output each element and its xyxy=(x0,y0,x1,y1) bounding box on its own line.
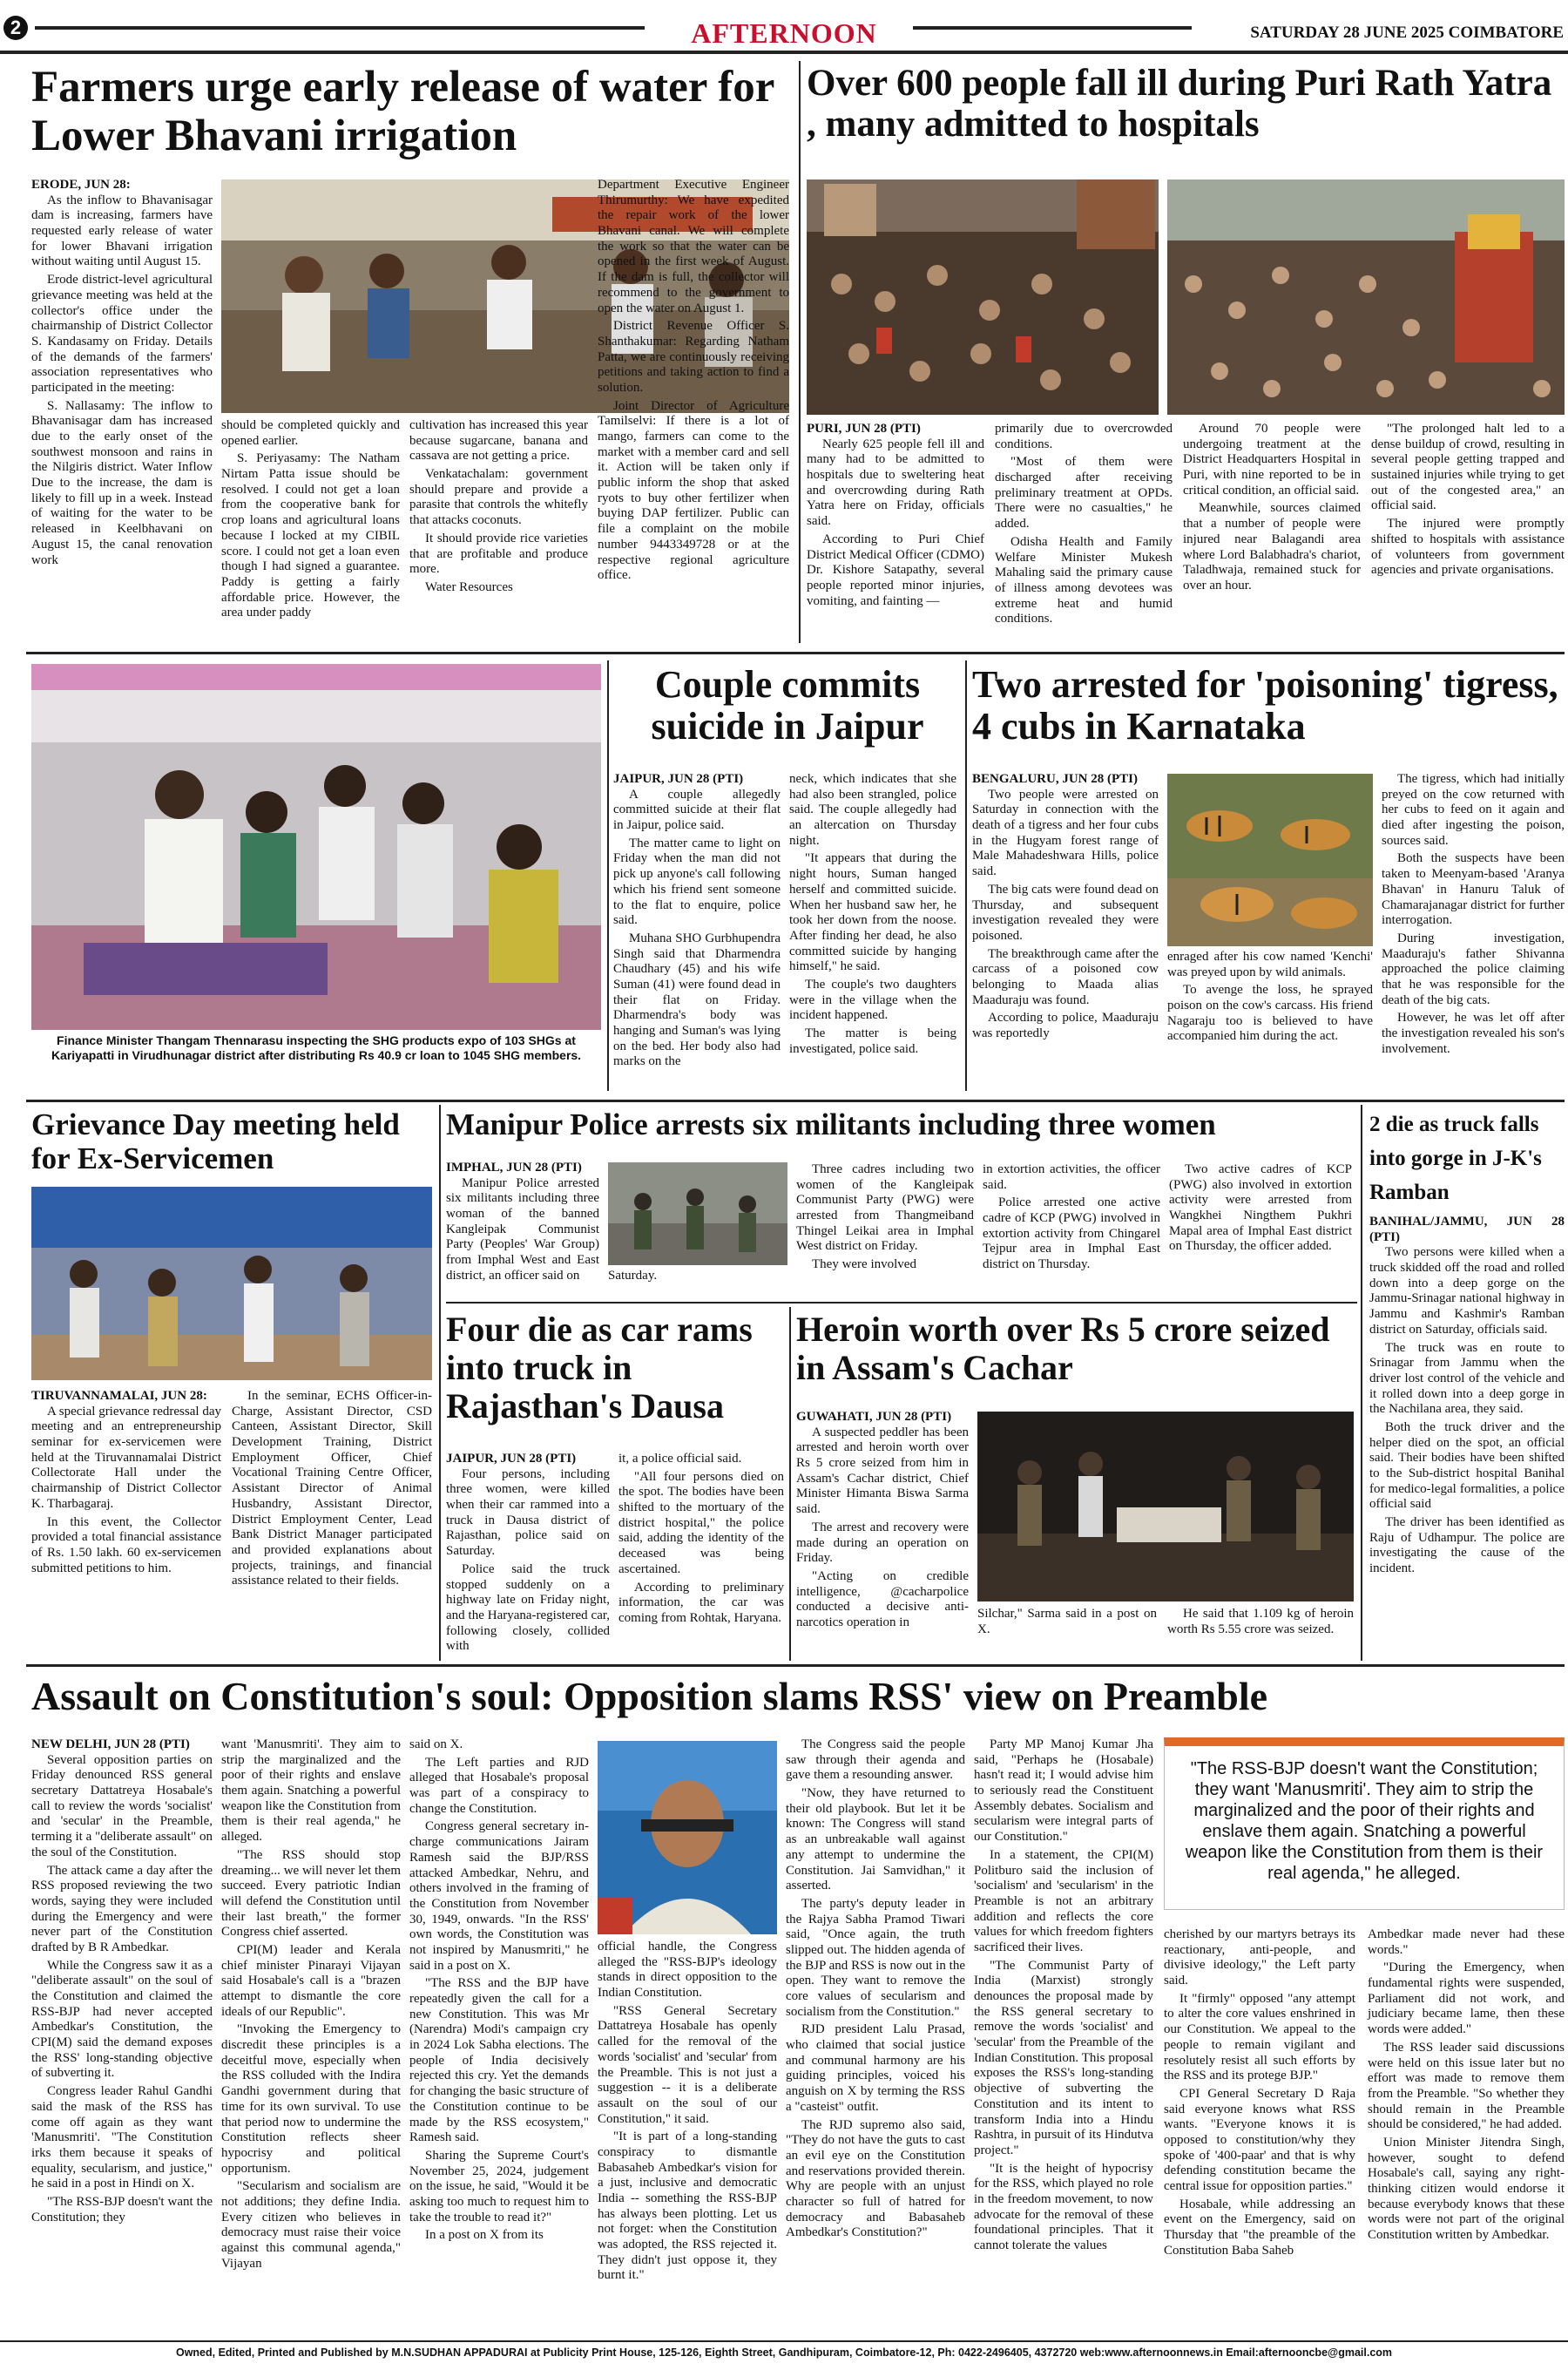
para: Sharing the Supreme Court's November 25, 2024, judgement on the issue, he said, "Would it be asking too much to request him to take the trouble to read it?" xyxy=(409,2148,589,2224)
dateline: TIRUVANNAMALAI, JUN 28: xyxy=(31,1389,207,1403)
para: RJD president Lalu Prasad, who claimed that social justice and communal harmony are his guiding principles, voiced his anguish on X by terming the RSS a "casteist" outfit. xyxy=(786,2022,965,2114)
para: "The RSS and the BJP have repeatedly given the call for a new Constitution. This was Mr (Narendra) Modi's campaign cry in 2024 Lok Sabha elections. The people of India decisively rejected this cry. Yet the demands for changing the basic structure of the Constitution continue to be made by the RSS ecosystem," Ramesh said. xyxy=(409,1976,589,2145)
vrule-4 xyxy=(439,1105,441,1661)
para: The RSS leader said discussions were held on this issue later but no effort was made to remove them from the Preamble. "So whether they should remain in the Preamble should be considered," he had added. xyxy=(1368,2040,1565,2132)
para: "It is the height of hypocrisy for the RSS, which played no role in the freedom movement, to now advocate for the removal of these foundational principles. That it cannot tolerate the values xyxy=(974,2161,1153,2252)
para: Joint Director of Agriculture Tamilselvi: If there is a lot of mango, farmers can come to the market with a member card and sell it. Action will be taken only if public inform the shop that asked ryots to buy other fertilizer when buying DAP fertilizer. Public can file a complaint on the mobile number 9443349728 or at the respective regional agriculture office. xyxy=(598,398,789,583)
para: As the inflow to Bhavanisagar dam is increasing, farmers have requested early release of water for lower Bhavani irrigation without waiting until August 15. xyxy=(31,193,213,269)
a3-col2 xyxy=(789,772,956,1086)
para: Water Resources xyxy=(425,579,513,594)
headline-preamble: Assault on Constitution's soul: Opposition slams RSS' view on Preamble xyxy=(31,1674,1268,1718)
a2-col1 xyxy=(807,422,984,641)
hosabale-portrait-photo xyxy=(598,1741,777,1934)
headline-manipur: Manipur Police arrests six militants including three women xyxy=(446,1107,1216,1141)
para: According to Puri Chief District Medical Officer (CDMO) Dr. Kishore Satapathy, several people reported minor injuries, vomiting, and fainting — xyxy=(807,532,984,608)
para: In a post on X from its xyxy=(425,2228,544,2243)
para: primarily due to overcrowded conditions. xyxy=(995,422,1173,451)
dateline: IMPHAL, JUN 28 (PTI) xyxy=(446,1161,582,1175)
dateline: GUWAHATI, JUN 28 (PTI) xyxy=(796,1410,952,1424)
para: should be completed quickly and opened earlier. xyxy=(221,418,400,448)
para: Union Minister Jitendra Singh, however, sought to defend Hosabale's call, saying any right-thinking citizen would endorse it because everybody knows that these words were not part of the original Constitution written by Ambedkar. xyxy=(1368,2135,1565,2243)
shg-expo-photo xyxy=(31,664,601,1030)
para: CPI(M) leader and Kerala chief minister Pinarayi Vijayan said Hosabale's call is a "brazen attempt to dismantle the core ideals of our Republic". xyxy=(221,1942,401,2019)
puri-crowd-photo-1 xyxy=(807,179,1159,415)
para: "RSS General Secretary Dattatreya Hosabale has openly called for the removal of the words 'socialist' and 'secular' from the Preamble. This is not just a suggestion -- it is a deliberate assault on the soul of our Constitution," it said. xyxy=(598,2003,777,2126)
para: The truck was en route to Srinagar from Jammu when the driver lost control of the vehicle and it rolled down into a deep gorge in the Nachilana area, they said. xyxy=(1369,1340,1565,1417)
a6-col2 xyxy=(796,1162,974,1290)
para: Police said the truck stopped suddenly on a highway late on Friday night, and the Haryana-registered car, following closely, collided with xyxy=(446,1561,610,1654)
para: Hosabale, while addressing an event on the Emergency, said on Thursday that "the preamble of the Constitution Baba Saheb xyxy=(1164,2197,1355,2258)
para: He said that 1.109 kg of heroin worth Rs 5.55 crore was seized. xyxy=(1167,1607,1354,1636)
pull-quote-box xyxy=(1164,1737,1565,1910)
masthead-logo: AFTERNOON xyxy=(691,17,877,49)
para: Manipur Police arrested six militants including three woman of the banned Kangleipak Communist Party (Peoples' War Group) from Imphal West and East district, an officer said on xyxy=(446,1175,599,1283)
para: Ambedkar made never had these words." xyxy=(1368,1927,1565,1957)
para: Meanwhile, sources claimed that a number of people were injured near Balagandi area where Lord Balabhadra's chariot, Taladhwaja, remained stuck for over an hour. xyxy=(1183,501,1361,592)
para: "Invoking the Emergency to discredit these principles is a deceitful move, especially when the RSS colluded with the Indira Gandhi government during that time for its own survival. To use that period now to undermine the Constitution reflects sheer hypocrisy and political opportunism. xyxy=(221,2022,401,2176)
vrule-5 xyxy=(1361,1105,1362,1661)
para: Two persons were killed when a truck skidded off the road and rolled down into a deep gorge on the Jammu-Srinagar national highway in Jammu and Kashmir's Ramban district on Saturday, officials said. xyxy=(1369,1245,1565,1337)
tigress-photo xyxy=(1167,774,1373,946)
footer-rule xyxy=(0,2340,1568,2342)
para: "Now, they have returned to their old playbook. But let it be known: The Congress will stand as an unbreakable wall against any attempt to undermine the Constitution. Jai Samvidhan," it asserted. xyxy=(786,1786,965,1893)
a1-col4 xyxy=(598,178,789,638)
para: The big cats were found dead on Thursday, and subsequent investigation revealed they were poisoned. xyxy=(972,882,1159,943)
para: Venkatachalam: government should prepare and provide a parasite that controls the whitefly that attacks coconuts. xyxy=(409,467,588,528)
para: It should provide rice varieties that are profitable and produce more. xyxy=(409,531,588,577)
shg-photo-caption: Finance Minister Thangam Thennarasu inspecting the SHG products expo of 103 SHGs at Kariyapatti in Virudhunagar district after distributing Rs 40.9 cr loan to 1045 SHG members. xyxy=(51,1033,582,1062)
para: In the seminar, ECHS Officer-in-Charge, Assistant Director, CSD Canteen, Assistant Director, Skill Development Training, District Employment Officer, Chief Vocational Training Centre Officer, Assistant Director of Animal Husbandry, Assistant Director, District Employment Center, Lead Bank District Manager participated and provided explanations about projects, trainings, and financial assistance related to their fields. xyxy=(232,1389,432,1588)
a10-col2 xyxy=(221,1737,401,2330)
para: They were involved xyxy=(812,1257,916,1272)
a4-col3 xyxy=(1382,772,1565,1086)
para: Erode district-level agricultural grievance meeting was held at the collector's office under the chairmanship of District Collector S. Kandasamy on Friday. Details of the demands of the farmers' association representatives who participated in the meeting: xyxy=(31,273,213,395)
para: The attack came a day after the RSS proposed reviewing the two words, saying they were included during the Emergency and were never part of the Constitution drafted by B R Ambedkar. xyxy=(31,1863,213,1954)
a10-col3 xyxy=(409,1737,589,2330)
para: Both the truck driver and the helper died on the spot, an official said. Their bodies have been shifted to the Sub-district hospital Banihal for medico-legal formalities, a police official said xyxy=(1369,1419,1565,1512)
para: cultivation has increased this year because sugarcane, banana and cassava are not getting a price. xyxy=(409,418,588,464)
a8-col2 xyxy=(618,1452,784,1657)
para: The Left parties and RJD alleged that Hosabale's proposal was part of a conspiracy to change the Constitution. xyxy=(409,1755,589,1816)
para: Several opposition parties on Friday denounced RSS general secretary Dattatreya Hosabale's call to review the words 'socialist' and 'secular' in the Preamble, terming it a "deliberate assault" on the soul of the Constitution. xyxy=(31,1752,213,1859)
para: Saturday. xyxy=(608,1269,658,1283)
para: "Most of them were discharged after receiving preliminary treatment at OPDs. There were no casualties," he added. xyxy=(995,455,1173,532)
headline-jk-truck: 2 die as truck falls into gorge in J-K's Ramban xyxy=(1369,1113,1542,1204)
para: cherished by our martyrs betrays its reactionary, anti-people, and divisive ideology," the Left party said. xyxy=(1164,1927,1355,1988)
a9-col1 xyxy=(796,1410,969,1657)
para: Four persons, including three women, were killed when their car rammed into a truck in Dausa district of Rajasthan, police said on Saturday. xyxy=(446,1466,610,1559)
a6-col1b xyxy=(608,1269,787,1290)
hrule-4 xyxy=(26,1664,1565,1667)
para: S. Nallasamy: The inflow to Bhavanisagar dam has increased due to the early onset of the southwest monsoon and rains in the Nilgiris district. Water Inflow Due to the increase, the dam is likely to fill up in a week. Instead of waiting for the water to be released in Keelbhavani on August 15, the canal renovation work xyxy=(31,398,213,567)
dateline: ERODE, JUN 28: xyxy=(31,178,131,192)
hrule-1 xyxy=(26,652,1565,654)
para: A suspected peddler has been arrested and heroin worth over Rs 5 crore seized from him in Assam's Cachar district, Chief Minister Himanta Biswa Sarma said. xyxy=(796,1425,969,1517)
para: According to police, Maaduraju was reportedly xyxy=(972,1011,1159,1040)
a2-col4 xyxy=(1371,422,1565,641)
para: In a statement, the CPI(M) Politburo said the inclusion of 'socialism' and 'secularism' in the Preamble is not an arbitrary addition and reflects the core values for which freedom fighters sacrificed their lives. xyxy=(974,1847,1153,1954)
para: Silchar," Sarma said in a post on X. xyxy=(977,1607,1157,1636)
a1-col2 xyxy=(221,418,400,638)
para: The party's deputy leader in the Rajya Sabha Pramod Tiwari said, "Once again, the truth slipped out. The hidden agenda of the BJP and RSS is now out in the open. They want to remove the core values of secularism and socialism from the Constitution." xyxy=(786,1896,965,2019)
para: The matter is being investigated, police said. xyxy=(789,1026,956,1056)
a7-col1 xyxy=(1369,1215,1565,1657)
para: "The Communist Party of India (Marxist) strongly denounces the proposal made by the RSS general secretary to remove the words 'socialist' and 'secular' from the Preamble of the Indian Constitution. This proposal exposes the RSS's long-standing objective of subverting the Constitution and its intent to transform India into a Hindu Rashtra, in pursuit of its Hindutva project." xyxy=(974,1958,1153,2157)
vrule-6 xyxy=(789,1307,791,1661)
a2-col3 xyxy=(1183,422,1361,641)
a6-col3 xyxy=(983,1162,1160,1290)
dateline: NEW DELHI, JUN 28 (PTI) xyxy=(31,1737,190,1751)
para: The tigress, which had initially preyed on the cow returned with her cubs to feed on it again and died after ingesting the poison, sources said. xyxy=(1382,772,1565,848)
page-number-badge: 2 xyxy=(3,16,28,40)
para: In this event, the Collector provided a total financial assistance of Rs. 1.50 lakh. 60 ex-servicemen submitted petitions to him. xyxy=(31,1514,221,1575)
para: it, a police official said. xyxy=(618,1452,742,1466)
vrule-1 xyxy=(799,61,801,643)
para: The arrest and recovery were made during an operation on Friday. xyxy=(796,1520,969,1566)
grievance-photo xyxy=(31,1187,432,1380)
para: While the Congress saw it as a "deliberate assault" on the soul of the Constitution and claimed the RSS-BJP had never accepted Ambedkar's Constitution, the CPI(M) said the demand exposes the RSS' long-standing objective of subverting it. xyxy=(31,1958,213,2081)
para: "It appears that during the night hours, Suman hanged herself and committed suicide. When her husband saw her, he took her down from the noose. After finding her dead, he also committed suicide by hanging himself," he said. xyxy=(789,851,956,974)
a10-col1 xyxy=(31,1737,213,2330)
a10-col6 xyxy=(974,1737,1153,2330)
para: The matter came to light on Friday when the man did not pick up anyone's call following which his friend sent someone to the flat to enquire, police said. xyxy=(613,836,781,928)
para: During investigation, Maaduraju's father Shivanna approached the police claiming that he was responsible for the death of the big cats. xyxy=(1382,931,1565,1007)
headline-heroin: Heroin worth over Rs 5 crore seized in Assam's Cachar xyxy=(796,1310,1330,1387)
a9-col3 xyxy=(1167,1607,1354,1657)
headline-dausa: Four die as car rams into truck in Rajasthan's Dausa xyxy=(446,1310,753,1425)
a5-col2 xyxy=(232,1389,432,1654)
a8-col1 xyxy=(446,1452,610,1657)
para: A couple allegedly committed suicide at their flat in Jaipur, police said. xyxy=(613,787,781,833)
a10-col8 xyxy=(1368,1927,1565,2330)
dateline: BANIHAL/JAMMU, JUN 28 (PTI) xyxy=(1369,1215,1565,1244)
para: The RJD supremo also said, "They do not have the guts to cast an evil eye on the Constitution and reservations provided therein. Why are people with an unjust character so full of hatred for democracy and Babasaheb Ambedkar's Constitution?" xyxy=(786,2117,965,2240)
para: "It is part of a long-standing conspiracy to dismantle Babasaheb Ambedkar's vision for a just, inclusive and democratic India -- something the RSS-BJP has always been plotting. Let us not forget: when the Constitution was adopted, the RSS rejected it. They didn't just oppose it, they burnt it." xyxy=(598,2130,777,2283)
hrule-3 xyxy=(446,1302,1357,1304)
masthead-rule-mid xyxy=(913,26,1192,30)
a4-col2 xyxy=(1167,950,1373,1086)
para: The couple's two daughters were in the village when the incident happened. xyxy=(789,977,956,1023)
a5-col1 xyxy=(31,1389,221,1654)
para: "The prolonged halt led to a dense buildup of crowd, resulting in several people getting trapped and sustained injuries while trying to get out of the congested area," an official said. xyxy=(1371,422,1565,513)
para: said on X. xyxy=(409,1737,463,1751)
dateline: BENGALURU, JUN 28 (PTI) xyxy=(972,772,1139,786)
heroin-seizure-photo xyxy=(977,1412,1354,1601)
para: Nearly 625 people fell ill and many had to be admitted to hospitals due to sweltering heat and overcrowding during Rath Yatra here on Friday, officials said. xyxy=(807,437,984,529)
masthead-underline xyxy=(0,51,1568,54)
para: "Acting on credible intelligence, @cacharpolice conducted a decisive anti-narcotics operation in xyxy=(796,1568,969,1629)
para: "During the Emergency, when fundamental rights were suspended, Parliament did not work, and judiciary became lame, then these words were added." xyxy=(1368,1960,1565,2037)
dateline: JAIPUR, JUN 28 (PTI) xyxy=(446,1452,577,1466)
a4-col1 xyxy=(972,772,1159,1086)
a1-col1 xyxy=(31,178,213,638)
manipur-police-photo xyxy=(608,1162,787,1265)
a10-col7 xyxy=(1164,1927,1355,2330)
masthead-dateline: SATURDAY 28 JUNE 2025 COIMBATORE xyxy=(1250,24,1564,42)
para: Department Executive Engineer Thirumurthy: We have expedited the repair work of the lower Bhavani canal. We will complete the work so that the water can be opened in the first week of August. If the dam is full, the collector will recommend to the government to open the water on August 1. xyxy=(598,178,789,315)
para: Party MP Manoj Kumar Jha said, "Perhaps he (Hosabale) hasn't read it; I would advise him to seriously read the Constituent Assembly debates. Socialism and secularism were integral parts of our Constitution." xyxy=(974,1737,1153,1845)
para: Two people were arrested on Saturday in connection with the death of a tigress and her four cubs in the Hugyam forest range of Male Mahadeshwara Hills, police said. xyxy=(972,787,1159,879)
masthead-rule-left xyxy=(35,26,645,30)
hrule-2 xyxy=(26,1100,1565,1102)
para: "All four persons died on the spot. The bodies have been shifted to the mortuary of the district hospital," the police said, adding the identity of the deceased was being ascertained. xyxy=(618,1469,784,1576)
para: However, he was let off after the investigation revealed his son's involvement. xyxy=(1382,1011,1565,1056)
para: District Revenue Officer S. Shanthakumar: Regarding Natham Patta, we are continuously receiving petitions and taking action to find a solution. xyxy=(598,319,789,395)
a10-col4 xyxy=(598,1940,777,2330)
footer-imprint: Owned, Edited, Printed and Published by M.N.SUDHAN APPADURAI at Publicity Print House, 125-126, Eighth Street, Gandhipuram, Coimbatore-12, Ph: 0422-2496405, 4372720 web:www.afternoonnews.in Email:afternooncbe@gmail.com xyxy=(175,2346,1393,2359)
para: To avenge the loss, he sprayed poison on the cow's carcass. His friend Nagaraju too is believed to have accompanied him during the act. xyxy=(1167,983,1373,1044)
para: Odisha Health and Family Welfare Minister Mukesh Mahaling said the primary cause of illness among devotees was extreme heat and humid conditions. xyxy=(995,534,1173,626)
a3-col1 xyxy=(613,772,781,1086)
para: Around 70 people were undergoing treatment at the District Headquarters Hospital in Puri, with nine reported to be in critical condition, an official said. xyxy=(1183,422,1361,498)
para: Muhana SHO Gurbhupendra Singh said that Dharmendra Chaudhary (45) and his wife Suman (41) were found dead in their flat on Friday. Dharmendra's body was hanging and Suman's was lying on the bed. Her body also had marks on the xyxy=(613,931,781,1069)
para: want 'Manusmriti'. They aim to strip the marginalized and the poor of their rights and enslave them again. Snatching a powerful weapon like the Constitution from them is their real agenda," he alleged. xyxy=(221,1737,401,1845)
para: The driver has been identified as Raju of Udhampur. The police are investigating the cause of the incident. xyxy=(1369,1515,1565,1576)
para: neck, which indicates that she had also been strangled, police said. The couple allegedly had an altercation on Thursday night. xyxy=(789,772,956,848)
a2-col2 xyxy=(995,422,1173,641)
para: official handle, the Congress alleged the "RSS-BJP's ideology stands in direct opposition to the Indian Constitution. xyxy=(598,1940,777,2001)
headline-farmers: Farmers urge early release of water for Lower Bhavani irrigation xyxy=(31,63,774,161)
para: Three cadres including two women of the Kangleipak Communist Party (PWG) were arrested from Thangmeiband Thingel Leikai area in Imphal West district on Friday. xyxy=(796,1162,974,1254)
para: The injured were promptly shifted to hospitals with assistance of volunteers from government agencies and private organisations. xyxy=(1371,517,1565,578)
para: S. Periyasamy: The Natham Nirtam Patta issue should be resolved. I could not get a loan from the cooperative bank for crop loans and agricultural loans because I locked at my CIBIL score. I could not get a loan even though I had signed a guarantee. Paddy is getting a fairly affordable price. However, the area under paddy xyxy=(221,451,400,620)
para: Police arrested one active cadre of KCP (PWG) involved in extortion activity from Chingarel Tejpur area in Imphal East district on Thursday. xyxy=(983,1195,1160,1272)
puri-crowd-photo-2 xyxy=(1167,179,1565,415)
dateline: JAIPUR, JUN 28 (PTI) xyxy=(613,772,744,786)
para: According to preliminary information, the car was coming from Rohtak, Haryana. xyxy=(618,1580,784,1625)
para: Two active cadres of KCP (PWG) also involved in extortion activity were arrested from Wangkhei Ningthem Pukhri Mapal area of Imphal East district on Thursday, the officer added. xyxy=(1169,1162,1352,1254)
a6-col1 xyxy=(446,1161,599,1283)
para: Congress leader Rahul Gandhi said the mask of the RSS has come off again as they want 'Manusmriti'. "The Constitution irks them because it speaks of equality, secularism, and justice," he said in a post in Hindi on X. xyxy=(31,2084,213,2191)
para: enraged after his cow named 'Kenchi' was preyed upon by wild animals. xyxy=(1167,950,1373,979)
para: "The RSS-BJP doesn't want the Constitution; they xyxy=(31,2194,213,2224)
a10-col5 xyxy=(786,1737,965,2330)
para: "The RSS should stop dreaming... we will never let them succeed. Every patriotic Indian will defend the Constitution until their last breath," the former Congress chief asserted. xyxy=(221,1847,401,1940)
para: CPI General Secretary D Raja said everyone knows what RSS wants. "Everyone knows it is opposed to constitution/why they spoke of '400-paar' and that is why defending constitution became the central issue for opposition parties." xyxy=(1164,2086,1355,2193)
pull-quote-text: "The RSS-BJP doesn't want the Constitution; they want 'Manusmriti'. They aim to strip the marginalized and the poor of their rights and enslave them again. Snatching a powerful weapon like the Constitution from them is their real agenda," he alleged. xyxy=(1185,1759,1544,1883)
para: A special grievance redressal day meeting and an entrepreneurship seminar for ex-servicemen were held at the Tiruvannamalai District Collectorate Hall under the chairmanship of District Collector K. Tharbagaraj. xyxy=(31,1404,221,1511)
headline-grievance: Grievance Day meeting held for Ex-Servicemen xyxy=(31,1107,400,1175)
headline-couple: Couple commits suicide in Jaipur xyxy=(651,663,924,748)
a9-col2 xyxy=(977,1607,1157,1657)
para: in extortion activities, the officer said. xyxy=(983,1162,1160,1192)
para: The breakthrough came after the carcass of a poisoned cow belonging to Maada alias Maaduraju was found. xyxy=(972,946,1159,1007)
a1-col3 xyxy=(409,418,588,638)
vrule-2 xyxy=(607,660,609,1091)
vrule-3 xyxy=(965,660,967,1091)
para: The Congress said the people saw through their agenda and gave them a resounding answer. xyxy=(786,1737,965,1783)
headline-puri: Over 600 people fall ill during Puri Rath Yatra , many admitted to hospitals xyxy=(807,63,1552,146)
a6-col4 xyxy=(1169,1162,1352,1290)
dateline: PURI, JUN 28 (PTI) xyxy=(807,422,921,436)
para: "Secularism and socialism are not additions; they define India. Every citizen who believes in democracy must raise their voice against this communal agenda," Vijayan xyxy=(221,2179,401,2271)
para: Congress general secretary in-charge communications Jairam Ramesh said the BJP/RSS attacked Ambedkar, Nehru, and others involved in the framing of the Constitution from November 30, 1949, onwards. "In the RSS' own words, the Constitution was not inspired by Manusmriti," he said in a post on X. xyxy=(409,1819,589,1973)
para: It "firmly" opposed "any attempt to alter the core values enshrined in our Constitution. We appeal to the people to remain vigilant and resolutely resist all such efforts by the RSS and its protege BJP." xyxy=(1164,1991,1355,2083)
headline-tigress: Two arrested for 'poisoning' tigress, 4 cubs in Karnataka xyxy=(972,663,1558,748)
para: Both the suspects have been taken to Meenyam-based 'Aranya Bhavan' in Hanuru Taluk of Chamarajanagar district for further interrogation. xyxy=(1382,851,1565,928)
